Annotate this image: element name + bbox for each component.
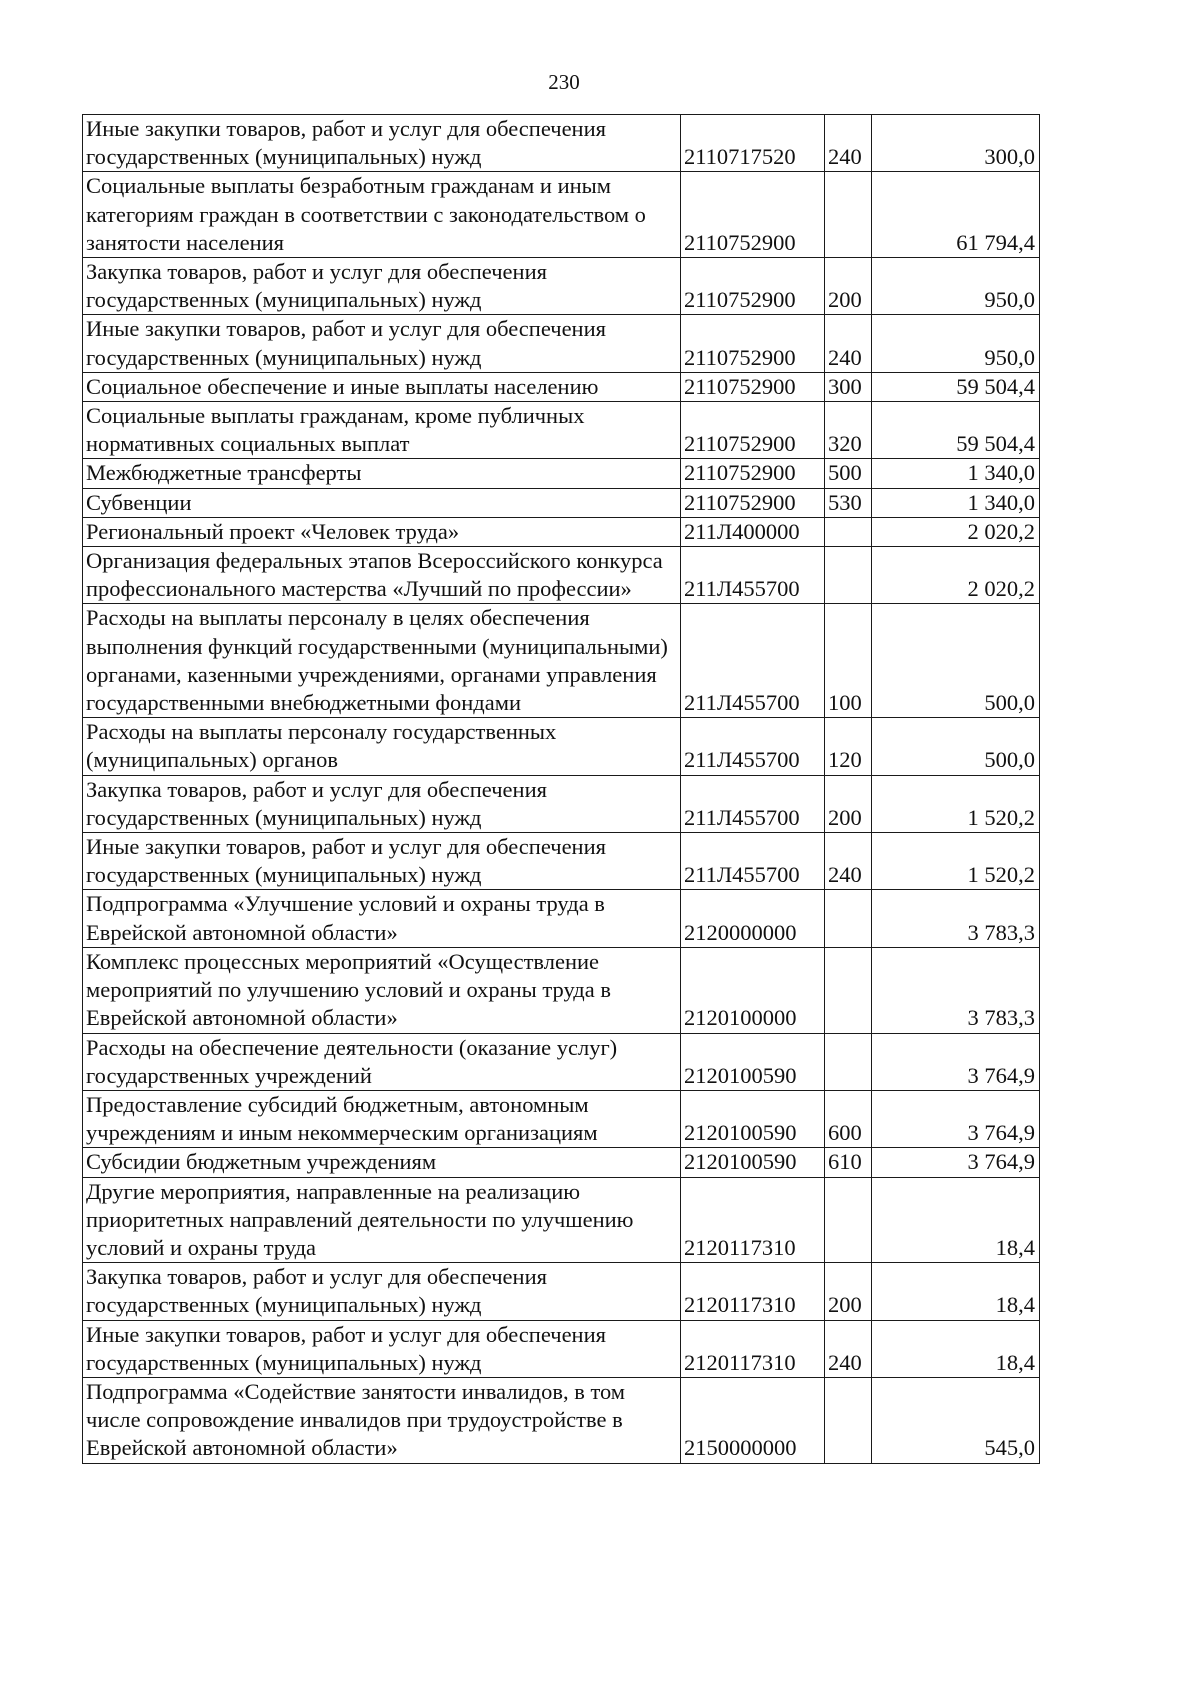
expense-type-cell: 600 xyxy=(825,1090,872,1147)
expense-type-cell: 200 xyxy=(825,258,872,315)
table-row xyxy=(83,258,1040,315)
amount-cell: 2 020,2 xyxy=(872,547,1040,604)
page-number: 230 xyxy=(548,70,580,94)
target-code-cell: 2110752900 xyxy=(681,488,825,517)
expense-name-cell: Закупка товаров, работ и услуг для обеспечения государственных (муниципальных) нужд xyxy=(83,258,681,315)
table-row xyxy=(83,1263,1040,1320)
expense-type-cell: 240 xyxy=(825,1320,872,1377)
expense-type-cell: 500 xyxy=(825,459,872,488)
table-row xyxy=(83,488,1040,517)
expense-name-cell: Иные закупки товаров, работ и услуг для обеспечения государственных (муниципальных) нужд xyxy=(83,115,681,172)
expense-type-cell: 100 xyxy=(825,604,872,718)
table-row xyxy=(83,718,1040,775)
expense-name-cell: Субсидии бюджетным учреждениям xyxy=(83,1148,681,1177)
amount-cell: 1 340,0 xyxy=(872,459,1040,488)
target-code-cell: 2120100590 xyxy=(681,1033,825,1090)
table-row xyxy=(83,604,1040,718)
expense-name-cell: Другие мероприятия, направленные на реализацию приоритетных направлений деятельности по улучшению условий и охраны труда xyxy=(83,1177,681,1263)
expense-name-cell: Субвенции xyxy=(83,488,681,517)
expense-name-cell: Подпрограмма «Содействие занятости инвалидов, в том числе сопровождение инвалидов при трудоустройстве в Еврейской автономной области» xyxy=(83,1377,681,1463)
target-code-cell: 211Л400000 xyxy=(681,517,825,546)
target-code-cell: 2150000000 xyxy=(681,1377,825,1463)
table-row xyxy=(83,1148,1040,1177)
target-code-cell: 2110752900 xyxy=(681,315,825,372)
amount-cell: 3 764,9 xyxy=(872,1033,1040,1090)
amount-cell: 18,4 xyxy=(872,1320,1040,1377)
expense-type-cell xyxy=(825,172,872,258)
table-row xyxy=(83,1377,1040,1463)
expense-type-cell: 240 xyxy=(825,115,872,172)
expense-name-cell: Расходы на обеспечение деятельности (оказание услуг) государственных учреждений xyxy=(83,1033,681,1090)
amount-cell: 59 504,4 xyxy=(872,402,1040,459)
target-code-cell: 211Л455700 xyxy=(681,604,825,718)
expense-name-cell: Подпрограмма «Улучшение условий и охраны труда в Еврейской автономной области» xyxy=(83,890,681,947)
table-row xyxy=(83,1090,1040,1147)
expense-name-cell: Социальные выплаты безработным гражданам и иным категориям граждан в соответствии с законодательством о занятости населения xyxy=(83,172,681,258)
target-code-cell: 2110717520 xyxy=(681,115,825,172)
table-row xyxy=(83,115,1040,172)
table-row xyxy=(83,890,1040,947)
amount-cell: 300,0 xyxy=(872,115,1040,172)
expense-type-cell xyxy=(825,947,872,1033)
expense-name-cell: Расходы на выплаты персоналу государственных (муниципальных) органов xyxy=(83,718,681,775)
expense-name-cell: Иные закупки товаров, работ и услуг для обеспечения государственных (муниципальных) нужд xyxy=(83,315,681,372)
expense-type-cell: 610 xyxy=(825,1148,872,1177)
table-row xyxy=(83,1177,1040,1263)
expense-name-cell: Социальные выплаты гражданам, кроме публичных нормативных социальных выплат xyxy=(83,402,681,459)
table-row xyxy=(83,947,1040,1033)
table-row xyxy=(83,517,1040,546)
table-row xyxy=(83,172,1040,258)
expense-name-cell: Организация федеральных этапов Всероссийского конкурса профессионального мастерства «Лучший по профессии» xyxy=(83,547,681,604)
expense-name-cell: Межбюджетные трансферты xyxy=(83,459,681,488)
amount-cell: 950,0 xyxy=(872,315,1040,372)
target-code-cell: 2120117310 xyxy=(681,1320,825,1377)
expense-type-cell: 240 xyxy=(825,833,872,890)
expense-type-cell: 530 xyxy=(825,488,872,517)
target-code-cell: 2120100000 xyxy=(681,947,825,1033)
target-code-cell: 2110752900 xyxy=(681,372,825,401)
expense-type-cell: 240 xyxy=(825,315,872,372)
expense-type-cell: 200 xyxy=(825,775,872,832)
expense-type-cell xyxy=(825,1377,872,1463)
expense-type-cell: 120 xyxy=(825,718,872,775)
expense-type-cell xyxy=(825,547,872,604)
target-code-cell: 2110752900 xyxy=(681,172,825,258)
table-row xyxy=(83,372,1040,401)
table-row xyxy=(83,547,1040,604)
target-code-cell: 2120000000 xyxy=(681,890,825,947)
amount-cell: 18,4 xyxy=(872,1263,1040,1320)
expense-type-cell xyxy=(825,517,872,546)
expense-name-cell: Региональный проект «Человек труда» xyxy=(83,517,681,546)
expense-type-cell: 300 xyxy=(825,372,872,401)
expense-name-cell: Закупка товаров, работ и услуг для обеспечения государственных (муниципальных) нужд xyxy=(83,1263,681,1320)
expense-name-cell: Закупка товаров, работ и услуг для обеспечения государственных (муниципальных) нужд xyxy=(83,775,681,832)
amount-cell: 59 504,4 xyxy=(872,372,1040,401)
expense-type-cell: 200 xyxy=(825,1263,872,1320)
table-row xyxy=(83,402,1040,459)
table-row xyxy=(83,775,1040,832)
budget-table xyxy=(82,114,1040,1464)
amount-cell: 61 794,4 xyxy=(872,172,1040,258)
table-row xyxy=(83,315,1040,372)
target-code-cell: 211Л455700 xyxy=(681,775,825,832)
amount-cell: 1 340,0 xyxy=(872,488,1040,517)
amount-cell: 500,0 xyxy=(872,604,1040,718)
table-row xyxy=(83,1033,1040,1090)
target-code-cell: 2120100590 xyxy=(681,1148,825,1177)
target-code-cell: 2120117310 xyxy=(681,1177,825,1263)
expense-name-cell: Социальное обеспечение и иные выплаты населению xyxy=(83,372,681,401)
target-code-cell: 211Л455700 xyxy=(681,547,825,604)
amount-cell: 3 783,3 xyxy=(872,947,1040,1033)
target-code-cell: 2110752900 xyxy=(681,459,825,488)
expense-type-cell xyxy=(825,1033,872,1090)
amount-cell: 18,4 xyxy=(872,1177,1040,1263)
expense-name-cell: Расходы на выплаты персоналу в целях обеспечения выполнения функций государственными (муниципальными) органами, казенными учреждениями, органами управления государственными внебюджетными фондами xyxy=(83,604,681,718)
expense-name-cell: Предоставление субсидий бюджетным, автономным учреждениям и иным некоммерческим организациям xyxy=(83,1090,681,1147)
target-code-cell: 2120100590 xyxy=(681,1090,825,1147)
amount-cell: 3 764,9 xyxy=(872,1090,1040,1147)
expense-type-cell xyxy=(825,890,872,947)
expense-type-cell xyxy=(825,1177,872,1263)
target-code-cell: 2110752900 xyxy=(681,402,825,459)
target-code-cell: 2120117310 xyxy=(681,1263,825,1320)
budget-table-body xyxy=(83,115,1040,1464)
expense-type-cell: 320 xyxy=(825,402,872,459)
expense-name-cell: Иные закупки товаров, работ и услуг для обеспечения государственных (муниципальных) нужд xyxy=(83,833,681,890)
target-code-cell: 2110752900 xyxy=(681,258,825,315)
amount-cell: 950,0 xyxy=(872,258,1040,315)
expense-name-cell: Иные закупки товаров, работ и услуг для обеспечения государственных (муниципальных) нужд xyxy=(83,1320,681,1377)
amount-cell: 1 520,2 xyxy=(872,775,1040,832)
amount-cell: 2 020,2 xyxy=(872,517,1040,546)
amount-cell: 1 520,2 xyxy=(872,833,1040,890)
amount-cell: 500,0 xyxy=(872,718,1040,775)
table-row xyxy=(83,1320,1040,1377)
target-code-cell: 211Л455700 xyxy=(681,718,825,775)
amount-cell: 545,0 xyxy=(872,1377,1040,1463)
amount-cell: 3 783,3 xyxy=(872,890,1040,947)
table-row xyxy=(83,459,1040,488)
amount-cell: 3 764,9 xyxy=(872,1148,1040,1177)
table-row xyxy=(83,833,1040,890)
expense-name-cell: Комплекс процессных мероприятий «Осуществление мероприятий по улучшению условий и охраны труда в Еврейской автономной области» xyxy=(83,947,681,1033)
target-code-cell: 211Л455700 xyxy=(681,833,825,890)
